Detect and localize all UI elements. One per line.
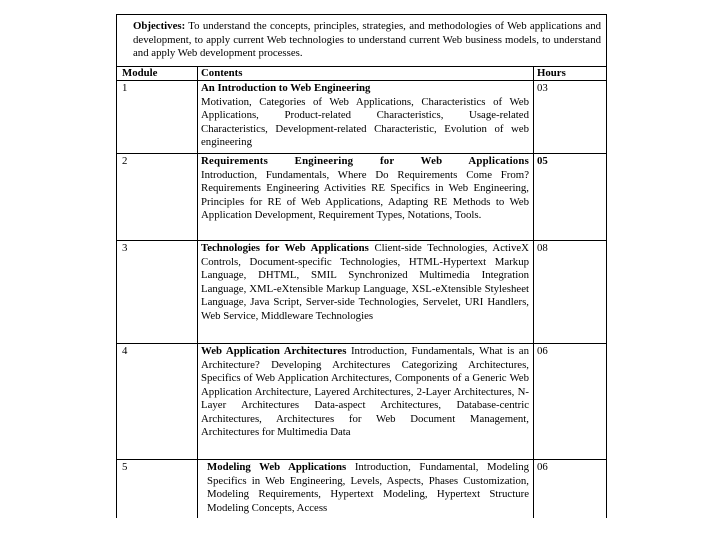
module-hours: 03 <box>537 82 548 94</box>
header-module: Module <box>122 67 158 79</box>
module-title: Web Application Architectures <box>201 345 347 357</box>
module-number: 3 <box>122 242 128 254</box>
module-number: 5 <box>122 461 128 473</box>
module-number: 2 <box>122 155 128 167</box>
module-title: Technologies for Web Applications <box>201 242 369 254</box>
module-contents <box>207 461 529 515</box>
module-contents <box>201 155 529 223</box>
module-contents <box>201 82 529 150</box>
objectives-text: To understand the concepts, principles, strategies, and methodologies of Web applications and development, to apply current Web technologies to understand current Web business models, to understand and apply Web development processes. <box>133 20 601 59</box>
module-title: An Introduction to Web Engineering <box>201 82 371 94</box>
module-hours: 05 <box>537 155 548 167</box>
module-contents <box>201 345 529 440</box>
module-number: 1 <box>122 82 128 94</box>
module-body: Introduction, Fundamental, Modeling Specifics in Web Engineering, Levels, Aspects, Phases Customization, Modeling Requirements, Hypertext Modeling, Hypertext Structure Modeling Concepts, Access <box>207 461 530 514</box>
syllabus-table <box>116 14 607 518</box>
module-title: Modeling Web Applications <box>207 461 347 473</box>
module-body: Client-side Technologies, ActiveX Controls, Document-specific Technologies, HTML-Hypertext Markup Language, DHTML, SMIL Synchronized Multimedia Integration Language, XML-eXtensible Markup Language, XSL-eXtensible Stylesheet Language, Java Script, Server-side Technologies, Servelet, URI Handlers, Web Service, Middleware Technologies <box>201 242 529 322</box>
divider <box>533 66 534 518</box>
module-number: 4 <box>122 345 128 357</box>
module-hours: 08 <box>537 242 548 254</box>
module-body: Introduction, Fundamentals, Where Do Requirements Come From? Requirements Engineering Activities RE Specifics in Web Engineering, Principles for RE of Web Applications, Adapting RE Methods to Web Application Development, Requirement Types, Notations, Tools. <box>201 168 529 221</box>
objectives-label: Objectives: <box>133 20 186 32</box>
module-body: Introduction, Fundamentals, What is an Architecture? Developing Architectures Categorizing Architectures, Specifics of Web Application Architectures, Components of a Generic Web Application Architecture, Layered Architectures, 2-Layer Architectures, N- Layer Architectures Data-aspect Architectures, Database-centric Architectures, Architectures for Web Document Management, Architectures for Multimedia Data <box>201 345 529 438</box>
module-contents <box>201 242 529 323</box>
module-hours: 06 <box>537 345 548 357</box>
module-body: Motivation, Categories of Web Applications, Characteristics of Web Applications, Product-related Characteristics, Usage-related Characteristics, Development-related Characteristic, Evolution of web engineering <box>201 95 529 148</box>
divider <box>197 66 198 518</box>
module-hours: 06 <box>537 461 548 473</box>
objectives-paragraph <box>133 20 601 61</box>
header-hours: Hours <box>537 67 566 79</box>
header-contents: Contents <box>201 67 243 79</box>
module-title: Requirements Engineering for Web Applications <box>201 155 529 167</box>
